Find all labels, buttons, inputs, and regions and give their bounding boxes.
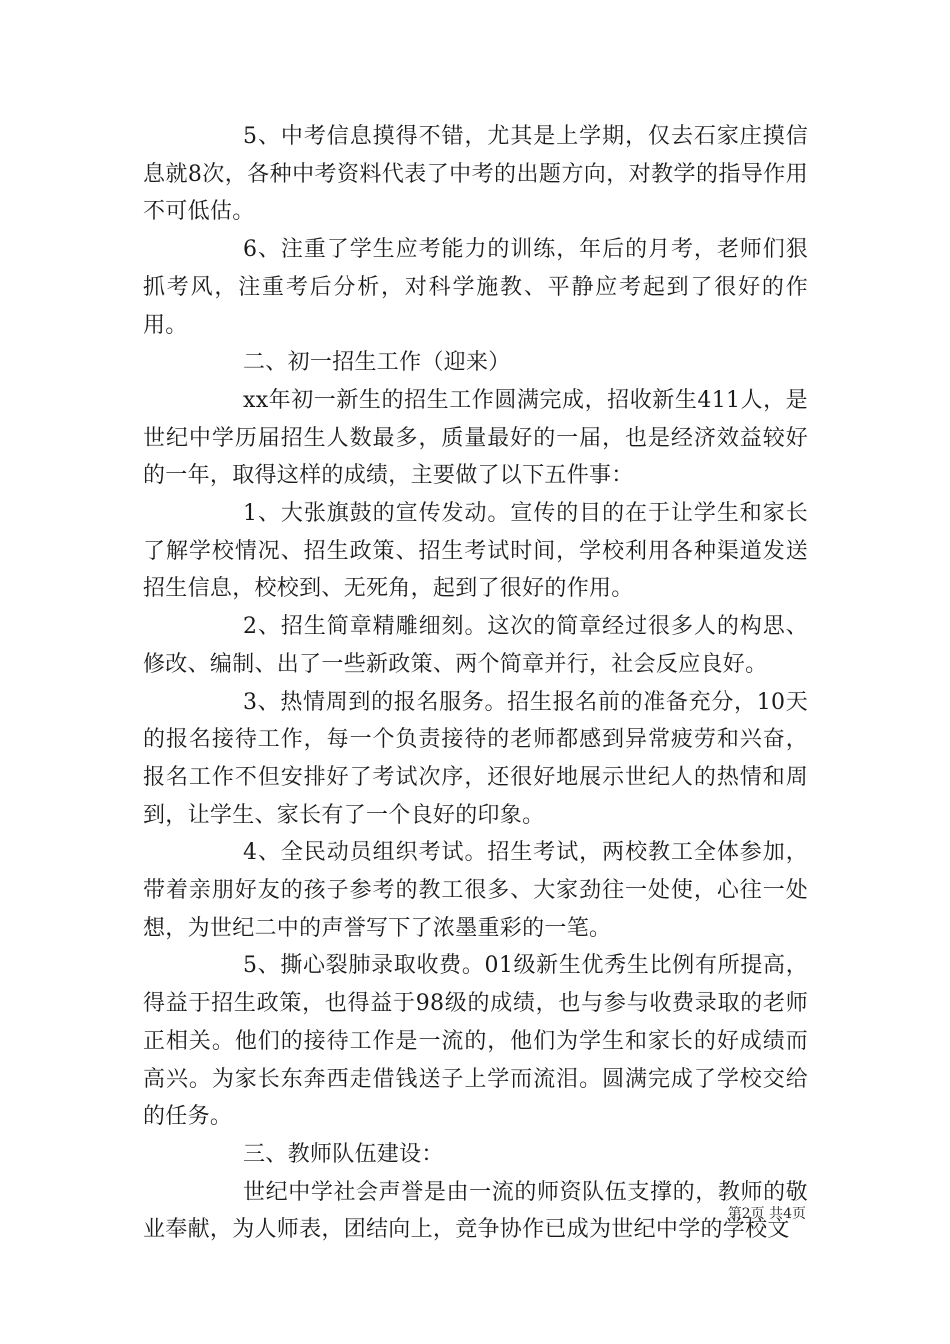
paragraph-8: 5、撕心裂肺录取收费。01级新生优秀生比例有所提高，得益于招生政策，也得益于98级的成绩，也与参与收费录取的老师正相关。他们的接待工作是一流的，他们为学生和家长的好成绩而高兴。为家长东奔西走借钱送子上学而流泪。圆满完成了学校交给的任务。 <box>143 953 808 1130</box>
page-footer: 第2页 共4页 <box>727 1206 806 1222</box>
paragraph-5: 2、招生简章精雕细刻。这次的简章经过很多人的构思、修改、编制、出了一些新政策、两个简章并行，社会反应良好。 <box>143 614 808 677</box>
paragraph-9: 世纪中学社会声誉是由一流的师资队伍支撑的，教师的敬业奉献，为人师表，团结向上，竞争协作已成为世纪中学的学校文 <box>143 1179 808 1243</box>
paragraph-2: 6、注重了学生应考能力的训练，年后的月考，老师们狠抓考风，注重考后分析，对科学施教、平静应考起到了很好的作用。 <box>143 237 808 338</box>
paragraph-6: 3、热情周到的报名服务。招生报名前的准备充分，10天的报名接待工作，每一个负责接待的老师都感到异常疲劳和兴奋，报名工作不但安排好了考试次序，还很好地展示世纪人的热情和周到，让学生、家长有了一个良好的印象。 <box>143 689 808 828</box>
section-heading-2: 二、初一招生工作（迎来） <box>243 350 511 376</box>
paragraph-4: 1、大张旗鼓的宣传发动。宣传的目的在于让学生和家长了解学校情况、招生政策、招生考试时间，学校利用各种渠道发送招生信息，校校到、无死角，起到了很好的作用。 <box>143 501 808 602</box>
paragraph-7: 4、全民动员组织考试。招生考试，两校教工全体参加，带着亲朋好友的孩子参考的教工很多、大家劲往一处使，心往一处想，为世纪二中的声誉写下了浓墨重彩的一笔。 <box>143 840 808 941</box>
paragraph-1: 5、中考信息摸得不错，尤其是上学期，仅去石家庄摸信息就8次，各种中考资料代表了中考的出题方向，对教学的指导作用不可低估。 <box>143 124 808 225</box>
document-page <box>143 118 808 1249</box>
section-heading-3: 三、教师队伍建设： <box>243 1141 444 1167</box>
paragraph-3: xx年初一新生的招生工作圆满完成，招收新生411人，是世纪中学历届招生人数最多，质量最好的一届，也是经济效益较好的一年，取得这样的成绩，主要做了以下五件事： <box>143 387 808 489</box>
